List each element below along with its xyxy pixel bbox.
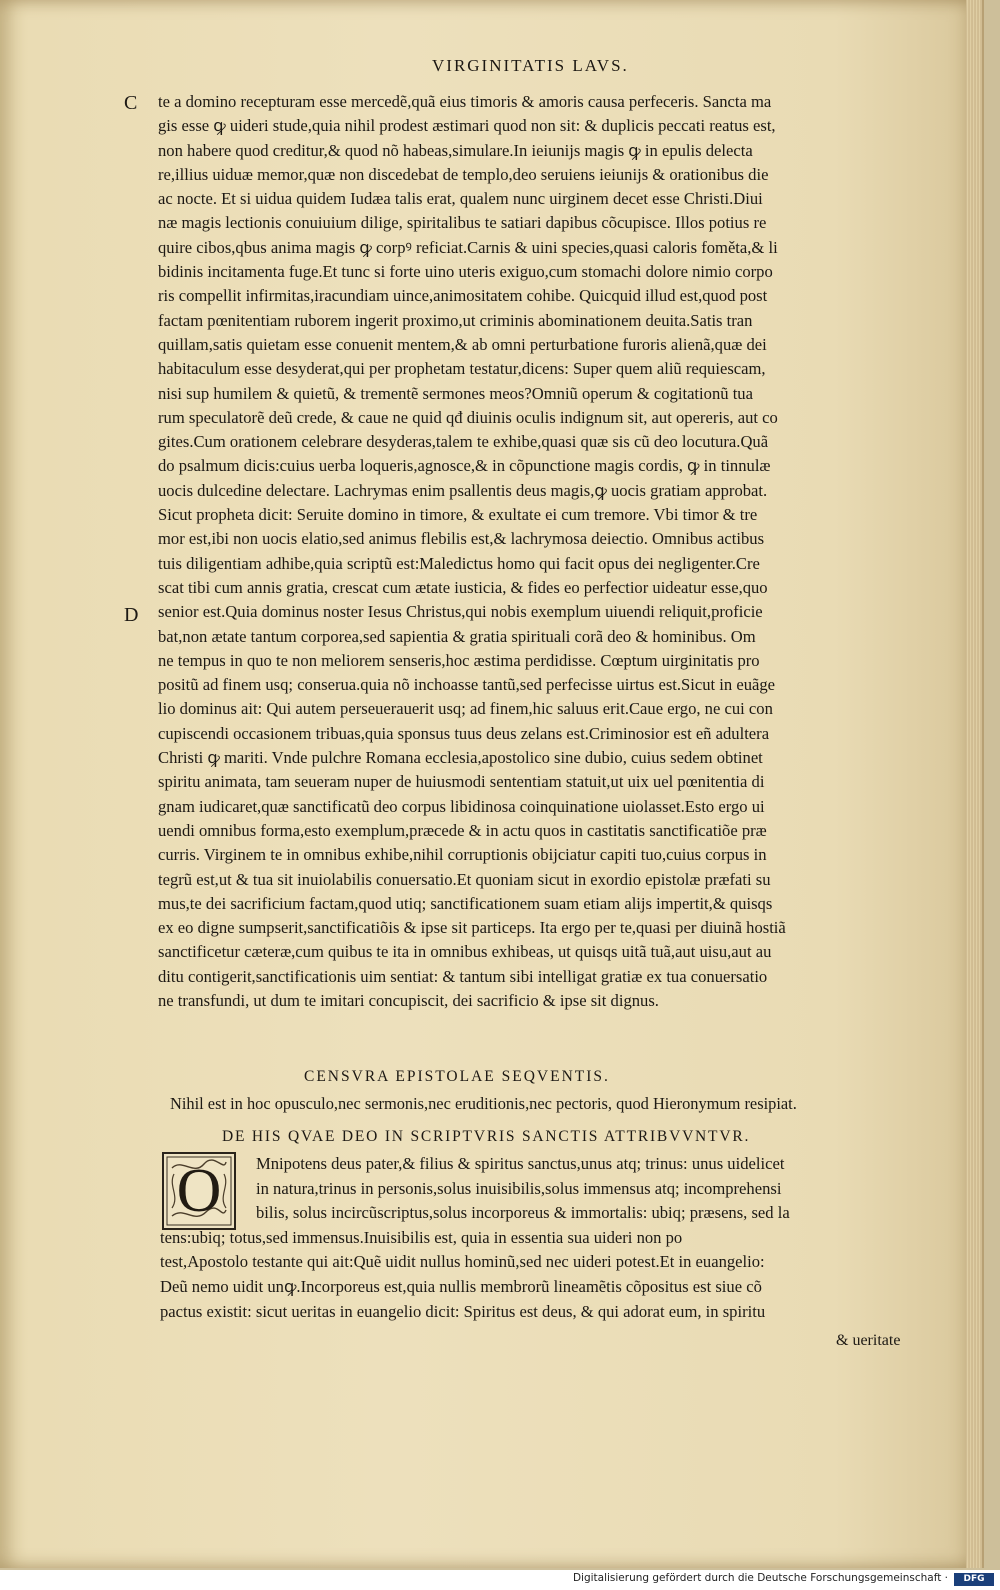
text-line: sanctificetur cæteræ,cum quibus te ita in omnibus exhibeas, ut quisqs uitã tuã,aut uisu,aut au [158, 942, 772, 962]
text-line: curris. Virginem te in omnibus exhibe,nihil corruptionis obijciatur capiti tuo,cuius corpus in [158, 845, 767, 865]
section-title: DE HIS QVAE DEO IN SCRIPTVRIS SANCTIS ATTRIBVVNTVR. [222, 1128, 751, 1145]
text-line: re,illius uiduæ memor,quæ non discedebat de templo,deo seruiens ieiunijs & orationibus die [158, 164, 769, 184]
initial-letter: O [176, 1157, 222, 1225]
text-line: gis esse ꝙ uideri stude,quia nihil prodest æstimari quod non sit: & duplicis peccati reatus est, [158, 116, 776, 136]
censura-text: Nihil est in hoc opusculo,nec sermonis,nec eruditionis,nec pectoris, quod Hieronymum resipiat. [170, 1094, 797, 1113]
text-line: spiritu animata, tam seueram nuper de huiusmodi sententiam statuit,ut uix uel pœnitentia di [158, 772, 765, 792]
text-line: ne transfundi, ut dum te imitari concupiscit, dei sacrificio & ipse sit dignus. [158, 990, 659, 1010]
text-line: factam pœnitentiam ruborem ingerit proximo,ut criminis abominationem deuita.Satis tran [158, 310, 753, 330]
text-line: uendi omnibus forma,esto exemplum,præcede & in actu quos in castitatis sanctificatiõe præ [158, 820, 767, 840]
section-line: test,Apostolo testante qui ait:Quẽ uidit nullus hominũ,sed nec uideri potest.Et in euangelio: [160, 1252, 765, 1272]
footer-bar [0, 1570, 1000, 1590]
running-head: VIRGINITATIS LAVS. [432, 56, 629, 75]
text-line: ex eo digne sumpserit,sanctificatiõis & ipse sit particeps. Ita ergo per te,quasi per diuinã hostiã [158, 918, 786, 938]
text-line: ac nocte. Et si uidua quidem Iudæa talis erat, qualem nunc uirginem decet esse Christi.Diui [158, 189, 763, 209]
text-line: mor est,ibi non uocis elatio,sed animus flebilis est,& lachrymosa deiectio. Omnibus actibus [158, 529, 765, 549]
text-line: non habere quod creditur,& quod nõ habeas,simulare.In ieiunijs magis ꝙ in epulis delecta [158, 140, 753, 160]
marginal-letter-d: D [124, 604, 139, 626]
section-line: tens:ubiq; totus,sed immensus.Inuisibilis est, quia in essentia sua uideri non po [160, 1227, 683, 1247]
text-line: ditu contigerit,sanctificationis uim sentiat: & tantum sibi intelligat gratiæ ex tua conuersatio [158, 966, 768, 986]
dfg-logo-icon: DFG [954, 1573, 994, 1586]
section-line: Deũ nemo uidit unꝙ.Incorporeus est,quia nullis membrorũ lineamẽtis cõpositus est siue cõ [160, 1276, 762, 1296]
catchword: & ueritate [836, 1332, 901, 1349]
text-line: næ magis lectionis conuiuium dilige, spiritalibus te satiari dapibus cõcupisce. Illos potius re [158, 213, 767, 233]
text-line: ne tempus in quo te non meliorem senseris,hoc æstima perdidisse. Cœptum uirginitatis pro [158, 650, 760, 670]
text-line: bidinis incitamenta fuge.Et tunc si forte uino uteris exiguo,cum stomachi dolore nimio corpo [158, 262, 773, 282]
text-line: quire cibos,qbus anima magis ꝙ corpꝰ reficiat.Carnis & uini species,quasi caloris foměta,& li [158, 237, 778, 257]
text-line: uocis dulcedine delectare. Lachrymas enim psallentis deus magis,ꝙ uocis gratiam approbat. [158, 480, 768, 500]
text-line: scat tibi cum annis gratia, crescat cum ætate iusticia, & fides eo perfectior uideatur esse,quo [158, 577, 768, 597]
text-line: Christi ꝙ mariti. Vnde pulchre Romana ecclesia,apostolico sine dubio, cuius sedem obtinet [158, 748, 763, 768]
footer-credit: Digitalisierung gefördert durch die Deutsche Forschungsgemeinschaft · [572, 1572, 948, 1584]
text-line: do psalmum dicis:cuius uerba loqueris,agnosce,& in cõpunctione magis cordis, ꝙ in tinnulæ [158, 456, 771, 476]
text-line: nisi sup humilem & quietũ, & trementẽ sermones meos?Omniũ operum & cogitationũ tua [158, 383, 753, 403]
text-line: bat,non ætate tantum corporea,sed sapientia & gratia spirituali corã deo & hominibus. Om [158, 626, 756, 646]
text-line: senior est.Quia dominus noster Iesus Christus,qui nobis exemplum uiuendi reliquit,proficie [158, 602, 763, 622]
section-line: pactus existit: sicut ueritas in euangelio dicit: Spiritus est deus, & qui adorat eum, in spiritu [160, 1301, 766, 1321]
text-line: tegrũ est,ut & tua sit inuiolabilis conuersatio.Et quoniam sicut in exordio epistolæ præfati su [158, 869, 771, 889]
text-line: positũ ad finem usq; conserua.quia nõ inchoasse tantũ,sed perfecisse uirtus est.Sicut in euãge [158, 675, 776, 695]
section-line: in natura,trinus in personis,solus inuisibilis,solus immensus atq; incomprehensi [256, 1178, 782, 1198]
section-line: bilis, solus incircũscriptus,solus incorporeus & immortalis: ubiq; præsens, sed la [256, 1203, 790, 1223]
section-line: Mnipotens deus pater,& filius & spiritus sanctus,unus atq; trinus: unus uidelicet [256, 1154, 785, 1173]
page-edge [966, 0, 982, 1568]
text-line: gites.Cum orationem celebrare desyderas,talem te exhibe,quasi quæ sis cũ deo locutura.Quã [158, 432, 769, 452]
text-line: lio dominus ait: Qui autem perseuerauerit usq; ad finem,hic saluus erit.Caue ergo, ne cui con [158, 699, 773, 719]
text-line: quillam,satis quietam esse conuenit mentem,& ab omni perturbatione furoris alienã,quæ dei [158, 334, 767, 354]
section-text-block [160, 1152, 930, 1324]
text-line: rum speculatorẽ deũ crede, & caue ne quid qđ diuinis oculis indignum sit, aut opereris, aut co [158, 407, 778, 427]
text-line: tuis diligentiam adhibe,quia scriptũ est:Maledictus homo qui facit opus dei negligenter.Cre [158, 553, 760, 573]
text-line: ris compellit infirmitas,iracundiam uince,animositatem cohibe. Quicquid illud est,quod post [158, 286, 768, 306]
text-line: mus,te dei sacrificium factam,quod utiq; sanctificationem suam etiam alijs impertit,& quisqs [158, 893, 773, 913]
text-line: cupiscendi occasionem tribuas,quia sponsus tuus deus zelans est.Criminosior est eñ adultera [158, 723, 770, 743]
censura-title: CENSVRA EPISTOLAE SEQVENTIS. [304, 1068, 610, 1085]
text-line: habitaculum esse desyderat,qui per prophetam testatur,dicens: Super quem aliũ requiescam, [158, 359, 766, 379]
text-line: te a domino recepturam esse mercedẽ,quã eius timoris & amoris causa perfeceris. Sancta ma [158, 92, 772, 111]
main-text-block [158, 90, 928, 1013]
text-line: Sicut propheta dicit: Seruite domino in timore, & exultate ei cum tremore. Vbi timor & tre [158, 505, 758, 525]
marginal-letter-c: C [124, 92, 138, 114]
text-line: gnam iudicaret,quæ sanctificatũ deo corpus libidinosa coinquinatione uiolasset.Esto ergo ui [158, 796, 765, 816]
